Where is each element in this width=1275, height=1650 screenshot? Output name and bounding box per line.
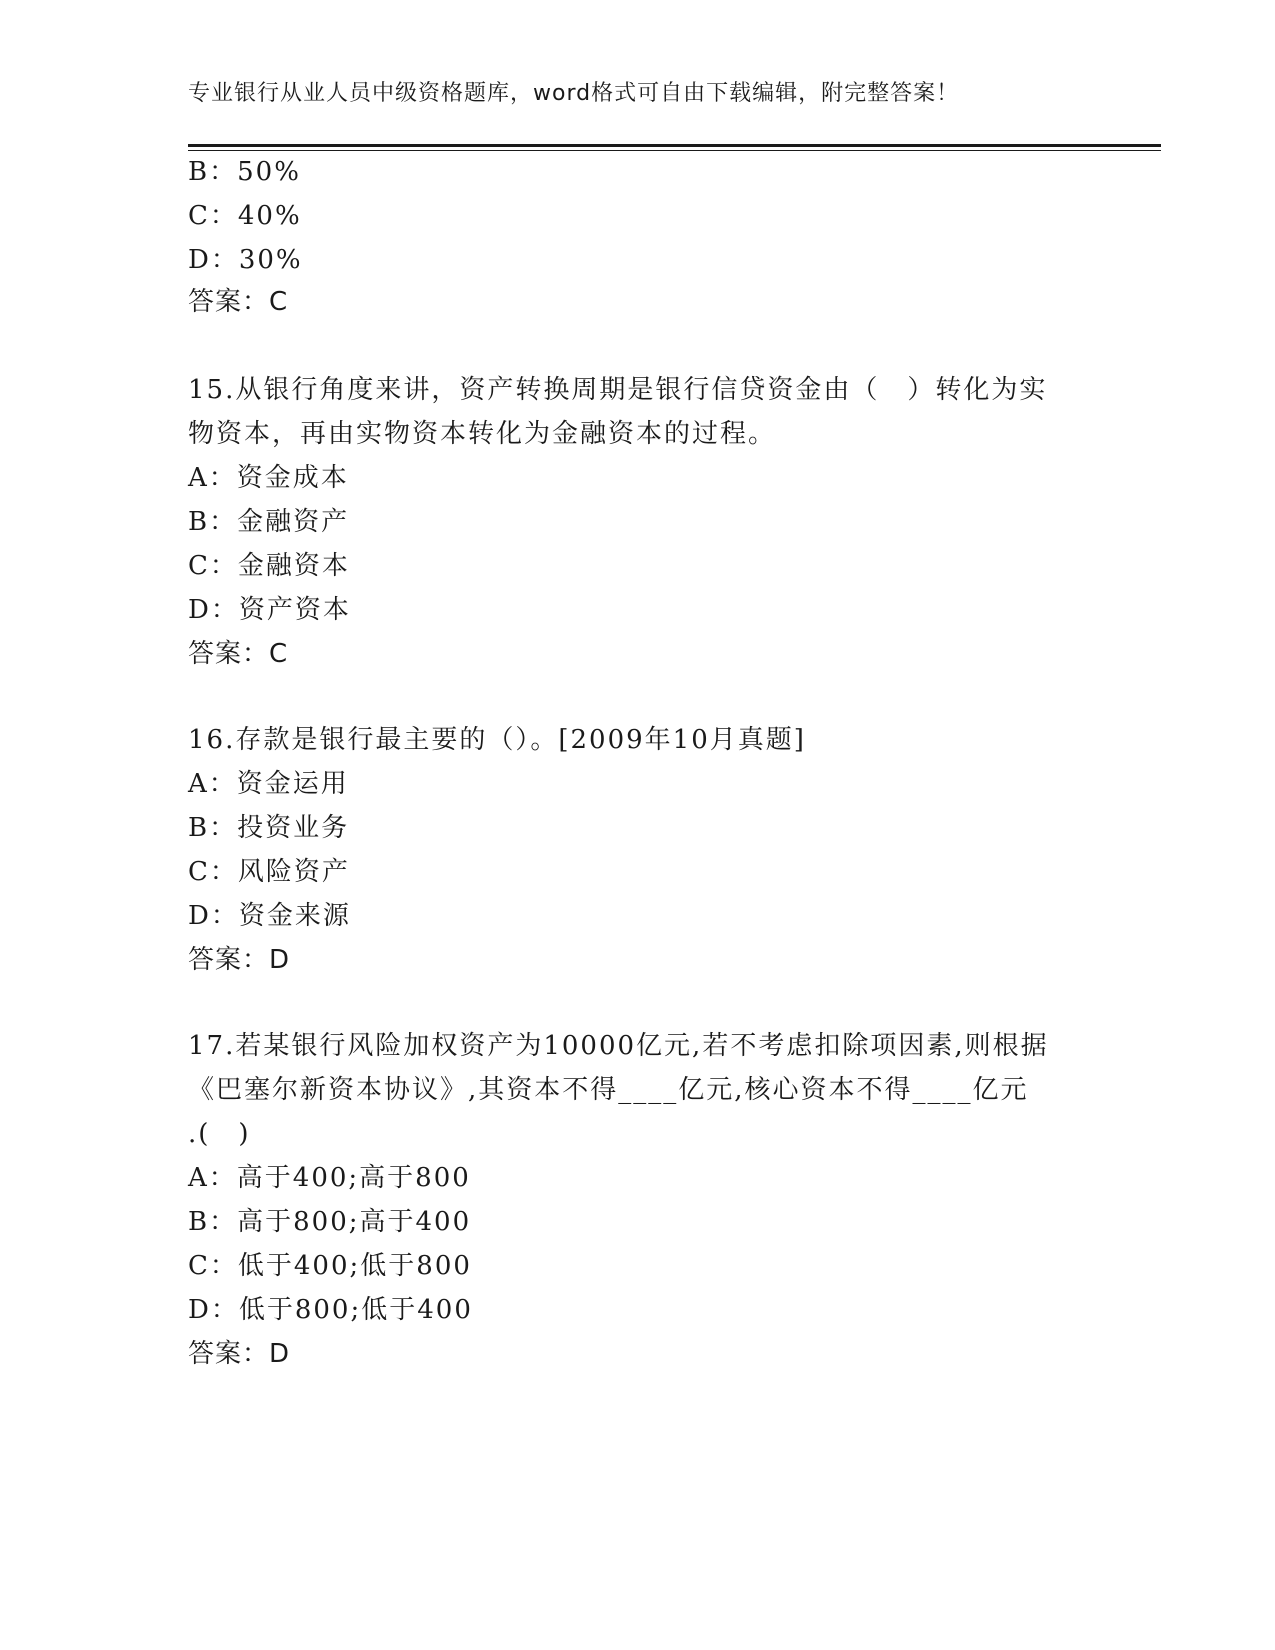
- question-16-option-d: D：资金来源: [188, 901, 351, 931]
- question-16-option-b: B：投资业务: [188, 813, 350, 843]
- question-15-stem-line-1: 15.从银行角度来讲，资产转换周期是银行信贷资金由（ ）转化为实: [188, 375, 1048, 405]
- option-c: C：40%: [188, 201, 302, 231]
- question-15-answer: 答案：C: [188, 639, 289, 669]
- question-15-option-d: D：资产资本: [188, 595, 351, 625]
- question-17-stem-line-1: 17.若某银行风险加权资产为10000亿元,若不考虑扣除项因素,则根据: [188, 1031, 1049, 1061]
- question-15-option-a: A：资金成本: [188, 463, 349, 493]
- question-15-stem-line-2: 物资本，再由实物资本转化为金融资本的过程。: [188, 419, 777, 449]
- header-rule-thick: [188, 144, 1161, 147]
- header-rule-thin: [188, 150, 1161, 151]
- question-17-option-b: B：高于800;高于400: [188, 1207, 472, 1237]
- question-16-option-c: C：风险资产: [188, 857, 350, 887]
- question-17-stem-line-3: .( ): [188, 1119, 251, 1149]
- option-d: D：30%: [188, 245, 303, 275]
- question-15-option-b: B：金融资产: [188, 507, 350, 537]
- question-17-stem-line-2: 《巴塞尔新资本协议》,其资本不得____亿元,核心资本不得____亿元: [188, 1075, 1029, 1105]
- question-15-option-c: C：金融资本: [188, 551, 350, 581]
- question-17-option-d: D：低于800;低于400: [188, 1295, 473, 1325]
- question-17-option-c: C：低于400;低于800: [188, 1251, 472, 1281]
- question-17-option-a: A：高于400;高于800: [188, 1163, 471, 1193]
- question-16-stem-line-1: 16.存款是银行最主要的（）。[2009年10月真题]: [188, 725, 806, 755]
- question-16-option-a: A：资金运用: [188, 769, 349, 799]
- question-16-answer: 答案：D: [188, 945, 291, 975]
- question-17-answer: 答案：D: [188, 1339, 291, 1369]
- page-header: 专业银行从业人员中级资格题库，word格式可自由下载编辑，附完整答案！: [188, 81, 960, 106]
- option-b: B：50%: [188, 157, 301, 187]
- answer: 答案：C: [188, 287, 289, 317]
